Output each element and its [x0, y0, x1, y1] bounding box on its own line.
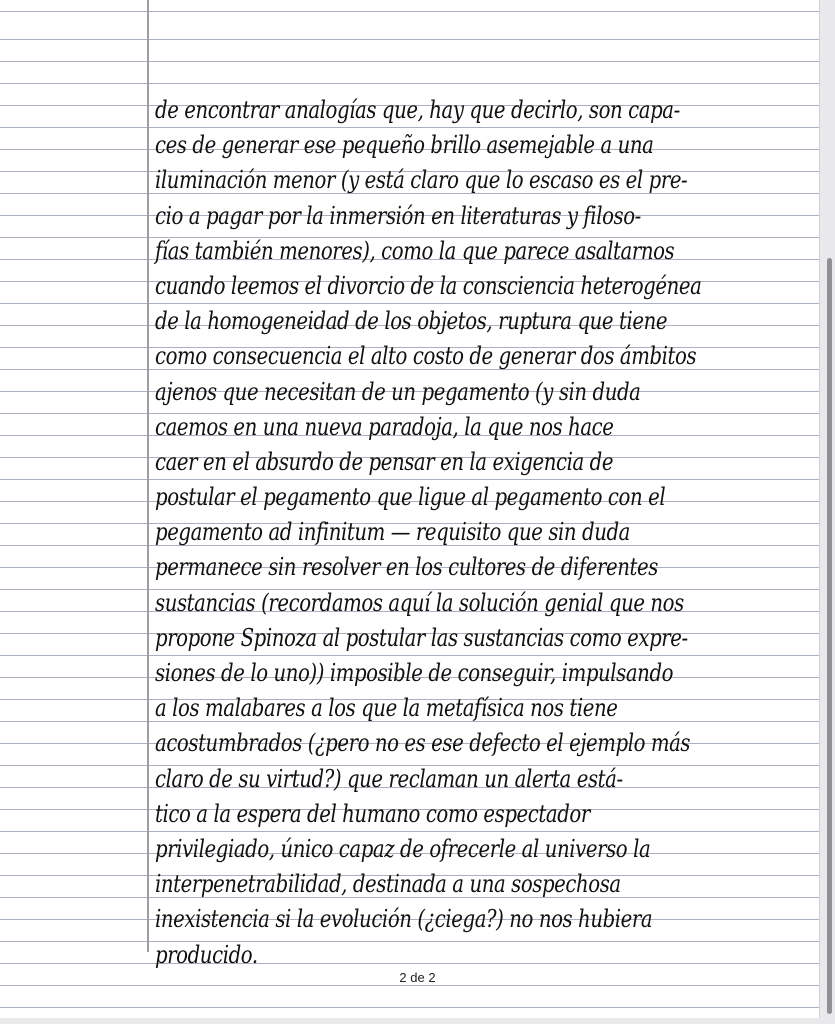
text-line: iluminación menor (y está claro que lo escaso es el pre-	[155, 166, 688, 195]
text-line: ces de generar ese pequeño brillo asemejable a una	[155, 131, 654, 160]
text-line: ajenos que necesitan de un pegamento (y sin duda	[155, 377, 641, 406]
text-line: sustancias (recordamos aquí la solución genial que nos	[155, 588, 684, 617]
text-line: acostumbrados (¿pero no es ese defecto el ejemplo más	[155, 729, 691, 758]
text-line: claro de su virtud?) que reclaman un alerta está-	[155, 764, 623, 793]
text-line: privilegiado, único capaz de ofrecerle al universo la	[155, 834, 651, 863]
text-line: propone Spinoza al postular las sustancias como expre-	[155, 623, 688, 652]
text-line: a los malabares a los que la metafísica nos tiene	[155, 694, 618, 723]
handwritten-text	[155, 93, 795, 973]
text-line: permanece sin resolver en los cultores de diferentes	[155, 553, 658, 582]
text-line: caemos en una nueva paradoja, la que nos hace	[155, 412, 614, 441]
text-line: pegamento ad infinitum — requisito que sin duda	[155, 518, 630, 547]
vertical-scrollbar[interactable]	[827, 258, 832, 1014]
text-line: producido.	[155, 940, 258, 969]
text-line: cuando leemos el divorcio de la consciencia heterogénea	[155, 271, 702, 300]
text-line: fías también menores), como la que parece asaltarnos	[155, 236, 675, 265]
text-line: siones de lo uno)) imposible de conseguir, impulsando	[155, 659, 674, 687]
text-line: inexistencia si la evolución (¿ciega?) no nos hubiera	[155, 905, 653, 934]
text-line: caer en el absurdo de pensar en la exigencia de	[155, 447, 614, 476]
page-indicator: 2 de 2	[399, 970, 436, 985]
text-line: tico a la espera del humano como espectador	[155, 799, 590, 828]
text-line: como consecuencia el alto costo de generar dos ámbitos	[155, 342, 697, 371]
text-line: postular el pegamento que ligue al pegamento con el	[155, 483, 666, 512]
text-line: de encontrar analogías que, hay que decirlo, son capa-	[155, 96, 680, 124]
text-line: cio a pagar por la inmersión en literaturas y filoso-	[155, 201, 641, 230]
text-line: interpenetrabilidad, destinada a una sospechosa	[155, 870, 621, 899]
margin-line	[147, 0, 149, 952]
text-line: de la homogeneidad de los objetos, ruptura que tiene	[155, 307, 668, 336]
